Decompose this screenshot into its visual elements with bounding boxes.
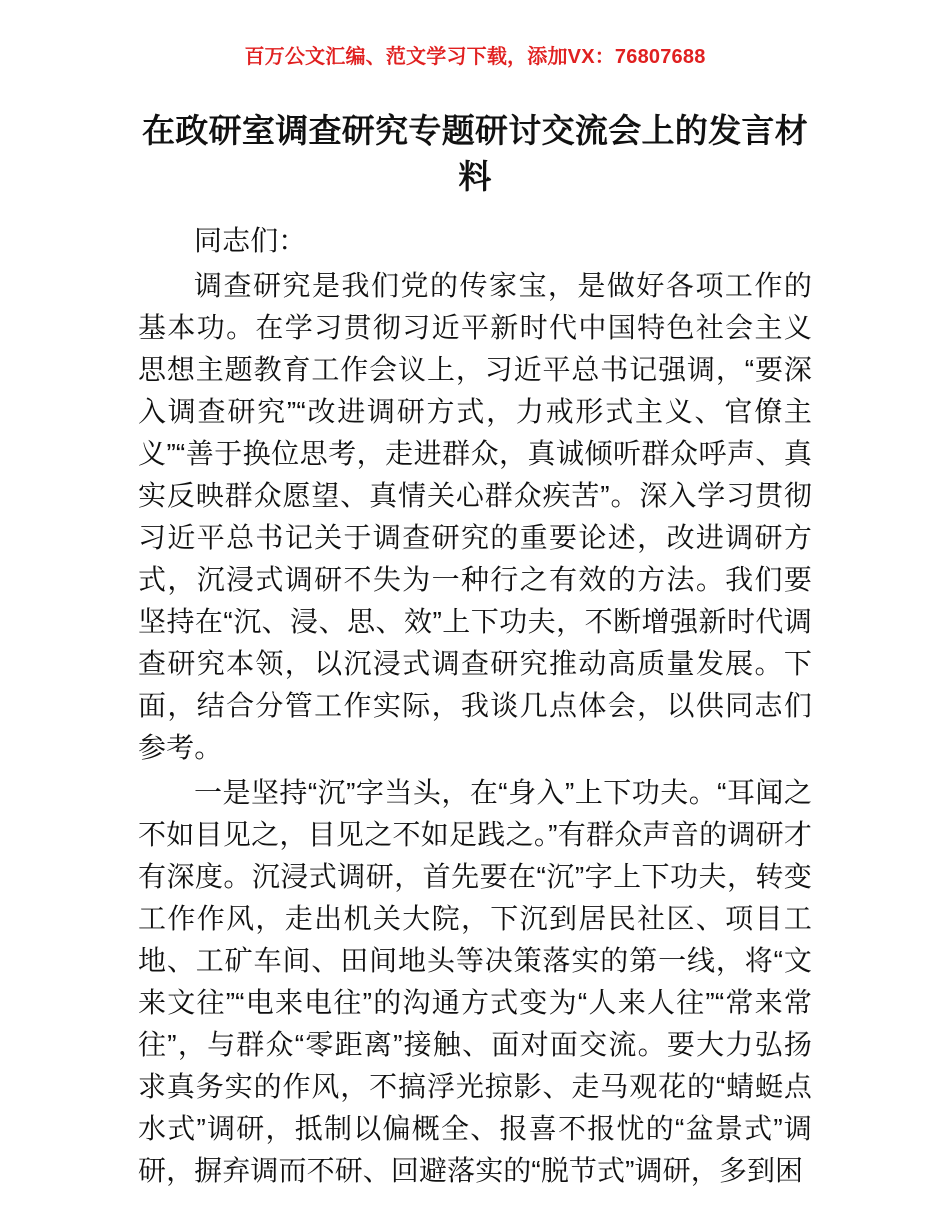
paragraph-1: 调查研究是我们党的传家宝，是做好各项工作的基本功。在学习贯彻习近平新时代中国特色社会主义思想主题教育工作会议上，习近平总书记强调，“要深入调查研究”“改进调研方式，力戒形式主义、官僚主义”“善于换位思考，走进群众，真诚倾听群众呼声、真实反映群众愿望、真情关心群众疾苦”。深入学习贯彻习近平总书记关于调查研究的重要论述，改进调研方式，沉浸式调研不失为一种行之有效的方法。我们要坚持在“沉、浸、思、效”上下功夫，不断增强新时代调查研究本领，以沉浸式调查研究推动高质量发展。下面，结合分管工作实际，我谈几点体会，以供同志们参考。: [138, 270, 812, 763]
salutation: 同志们：: [194, 225, 307, 256]
document-body: [138, 220, 812, 1192]
page-title: 在政研室调查研究专题研讨交流会上的发言材料: [142, 112, 808, 195]
promo-banner: 百万公文汇编、范文学习下载，添加VX：76807688: [244, 46, 706, 68]
document-content: [138, 108, 812, 1195]
paragraph-2: 一是坚持“沉”字当头，在“身入”上下功夫。“耳闻之不如目见之，目见之不如足践之。”有群众声音的调研才有深度。沉浸式调研，首先要在“沉”字上下功夫，转变工作作风，走出机关大院，下沉到居民社区、项目工地、工矿车间、田间地头等决策落实的第一线，将“文来文往”“电来电往”的沟通方式变为“人来人往”“常来常往”，与群众“零距离”接触、面对面交流。要大力弘扬求真务实的作风，不搞浮光掠影、走马观花的“蜻蜓点水式”调研，抵制以偏概全、报喜不报忧的“盆景式”调研，摒弃调而不研、回避落实的“脱节式”调研，多到困: [138, 777, 812, 1186]
